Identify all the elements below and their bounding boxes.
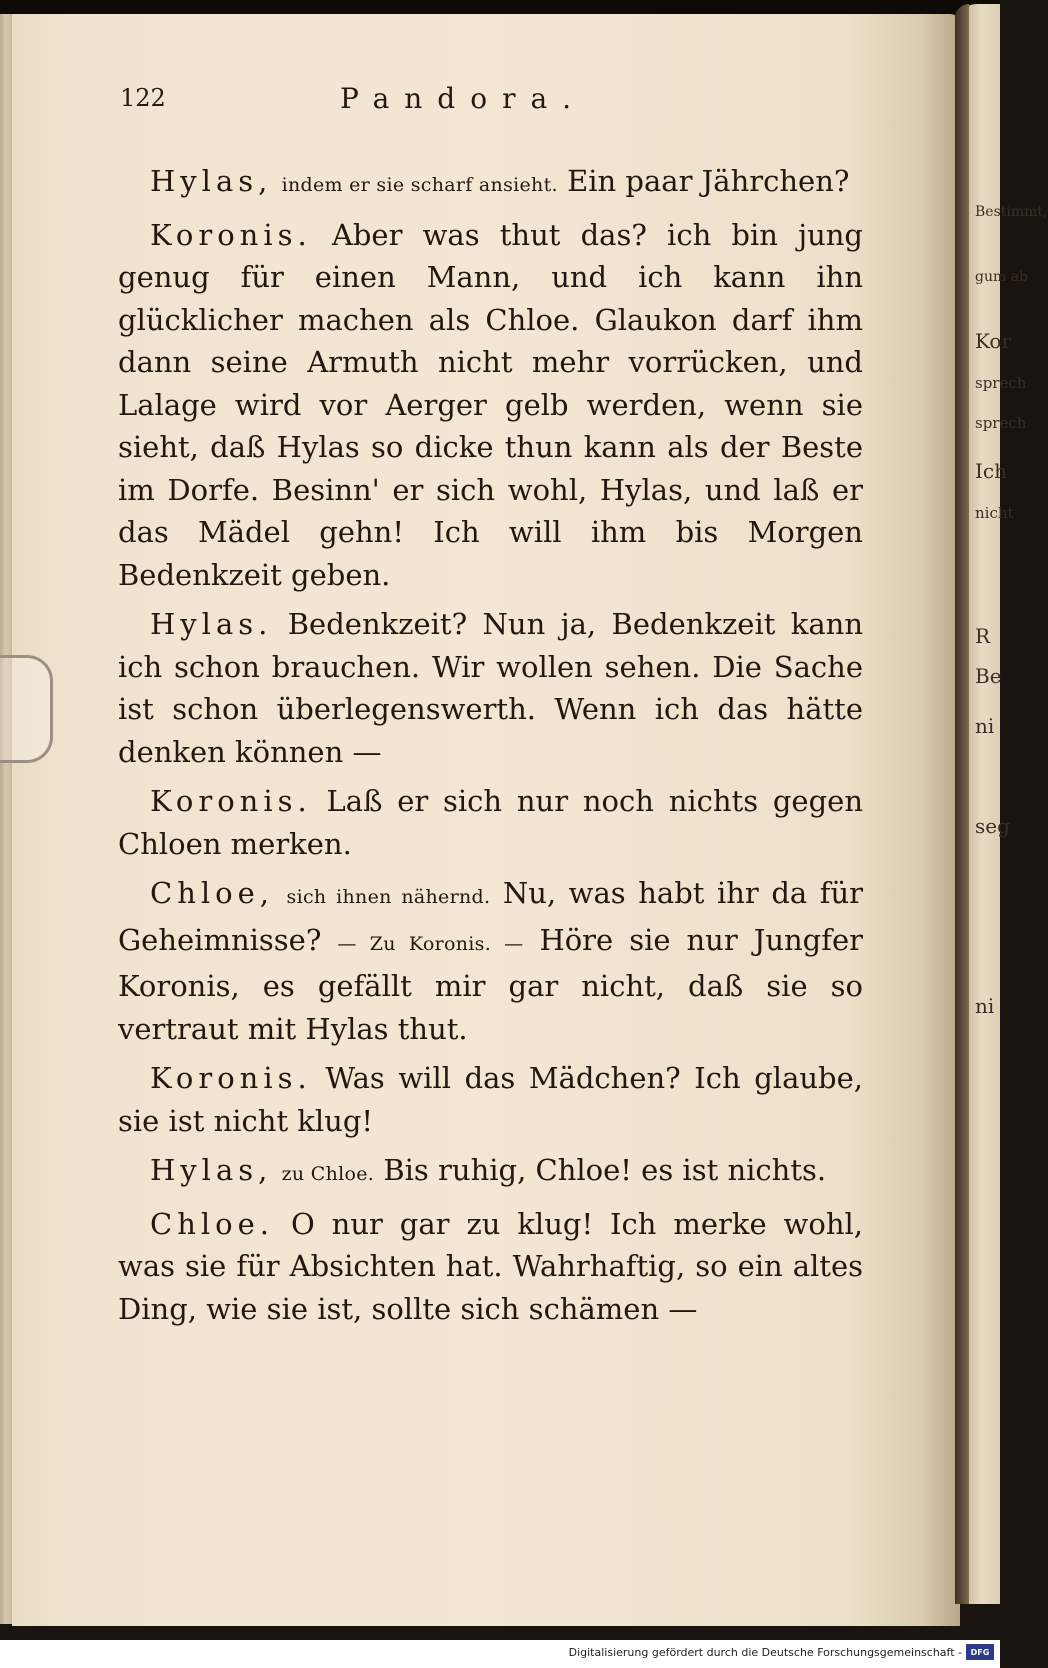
speech-text: Was will das Mädchen? Ich glaube, sie ist nicht klug! — [118, 1061, 863, 1138]
speech-text: Ein paar Jährchen? — [567, 164, 850, 198]
speaker-name: Hylas, — [150, 164, 273, 198]
speech-paragraph — [118, 603, 863, 773]
scan-clip-artifact — [0, 655, 53, 763]
scan-border-bottom — [0, 1626, 1000, 1640]
page-body — [118, 160, 863, 1337]
funding-credit: Digitalisierung gefördert durch die Deutsche Forschungsgemeinschaft - — [568, 1646, 962, 1659]
facing-fragment: Kor — [975, 329, 1012, 353]
speech-text: Bedenkzeit? Nun ja, Bedenkzeit kann ich schon brauchen. Wir wollen sehen. Die Sache ist schon überlegenswerth. Wenn ich das hätte denken können — — [118, 607, 863, 769]
speech-paragraph — [118, 1203, 863, 1331]
speaker-name: Chloe. — [150, 1206, 274, 1241]
speech-text: O nur gar zu klug! Ich merke wohl, was sie für Absichten hat. Wahrhaftig, so ein altes Ding, wie sie ist, sollte sich schämen — — [118, 1206, 864, 1326]
speech-paragraph — [118, 872, 863, 1050]
facing-fragment: ni — [975, 994, 995, 1018]
scan-border-top — [0, 0, 1000, 14]
facing-fragment: ni — [975, 714, 995, 738]
speech-paragraph — [118, 214, 863, 597]
dfg-logo-icon: DFG — [966, 1644, 994, 1660]
facing-fragment: nicht — [975, 504, 1014, 522]
speaker-name: Hylas. — [150, 607, 273, 641]
speaker-name: Hylas, — [150, 1153, 273, 1187]
speaker-name: Koronis. — [150, 217, 312, 252]
facing-fragment: Be — [975, 664, 1002, 688]
facing-fragment: seg — [975, 814, 1010, 838]
speech-text: Höre sie nur Jungfer Koronis, es gefällt mir gar nicht, daß sie so vertraut mit Hylas thut. — [118, 922, 863, 1046]
speech-text: Bis ruhig, Chloe! es ist nichts. — [383, 1153, 827, 1187]
speech-paragraph — [118, 780, 863, 865]
running-title: Pandora. — [340, 82, 587, 115]
speech-text: Aber was thut das? ich bin jung genug für einen Mann, und ich kann ihn glücklicher machen als Chloe. Glaukon darf ihm dann seine Armuth nicht mehr vorrücken, und Lalage wird vor Aerger gelb werden, wenn sie sieht, daß Hylas so dicke thun kann als der Beste im Dorfe. Besinn' er sich wohl, Hylas, und laß er das Mädel gehn! Ich will ihm bis Morgen Bedenkzeit geben. — [118, 217, 864, 592]
page-header — [120, 84, 860, 124]
facing-fragment: R — [975, 624, 991, 648]
stage-direction: zu Chloe. — [281, 1163, 375, 1185]
stage-direction: — Zu Koronis. — — [337, 932, 524, 955]
speech-paragraph — [118, 1057, 863, 1142]
facing-fragment: Bestimmt, — [975, 204, 1048, 220]
facing-fragment: sprech — [975, 414, 1027, 432]
facing-page — [955, 4, 1048, 1604]
facing-fragment: Ich — [975, 459, 1007, 483]
speaker-name: Koronis. — [150, 1061, 312, 1095]
speaker-name: Koronis. — [150, 784, 312, 818]
speech-text: Laß er sich nur noch nichts gegen Chloen merken. — [118, 784, 864, 861]
speech-paragraph — [118, 160, 863, 207]
book-binding — [955, 4, 969, 1604]
facing-fragment: gum ab — [975, 269, 1029, 285]
digitization-footer — [0, 1626, 1000, 1668]
stage-direction: indem er sie scharf ansieht. — [281, 174, 558, 196]
stage-direction: sich ihnen nähernd. — [286, 886, 491, 908]
speaker-name: Chloe, — [150, 876, 274, 910]
facing-fragment: sprech — [975, 374, 1027, 392]
speech-paragraph — [118, 1149, 863, 1196]
page-number: 122 — [120, 84, 166, 112]
speech-text: Nu, was habt ihr da für Geheimnisse? — [118, 876, 864, 957]
